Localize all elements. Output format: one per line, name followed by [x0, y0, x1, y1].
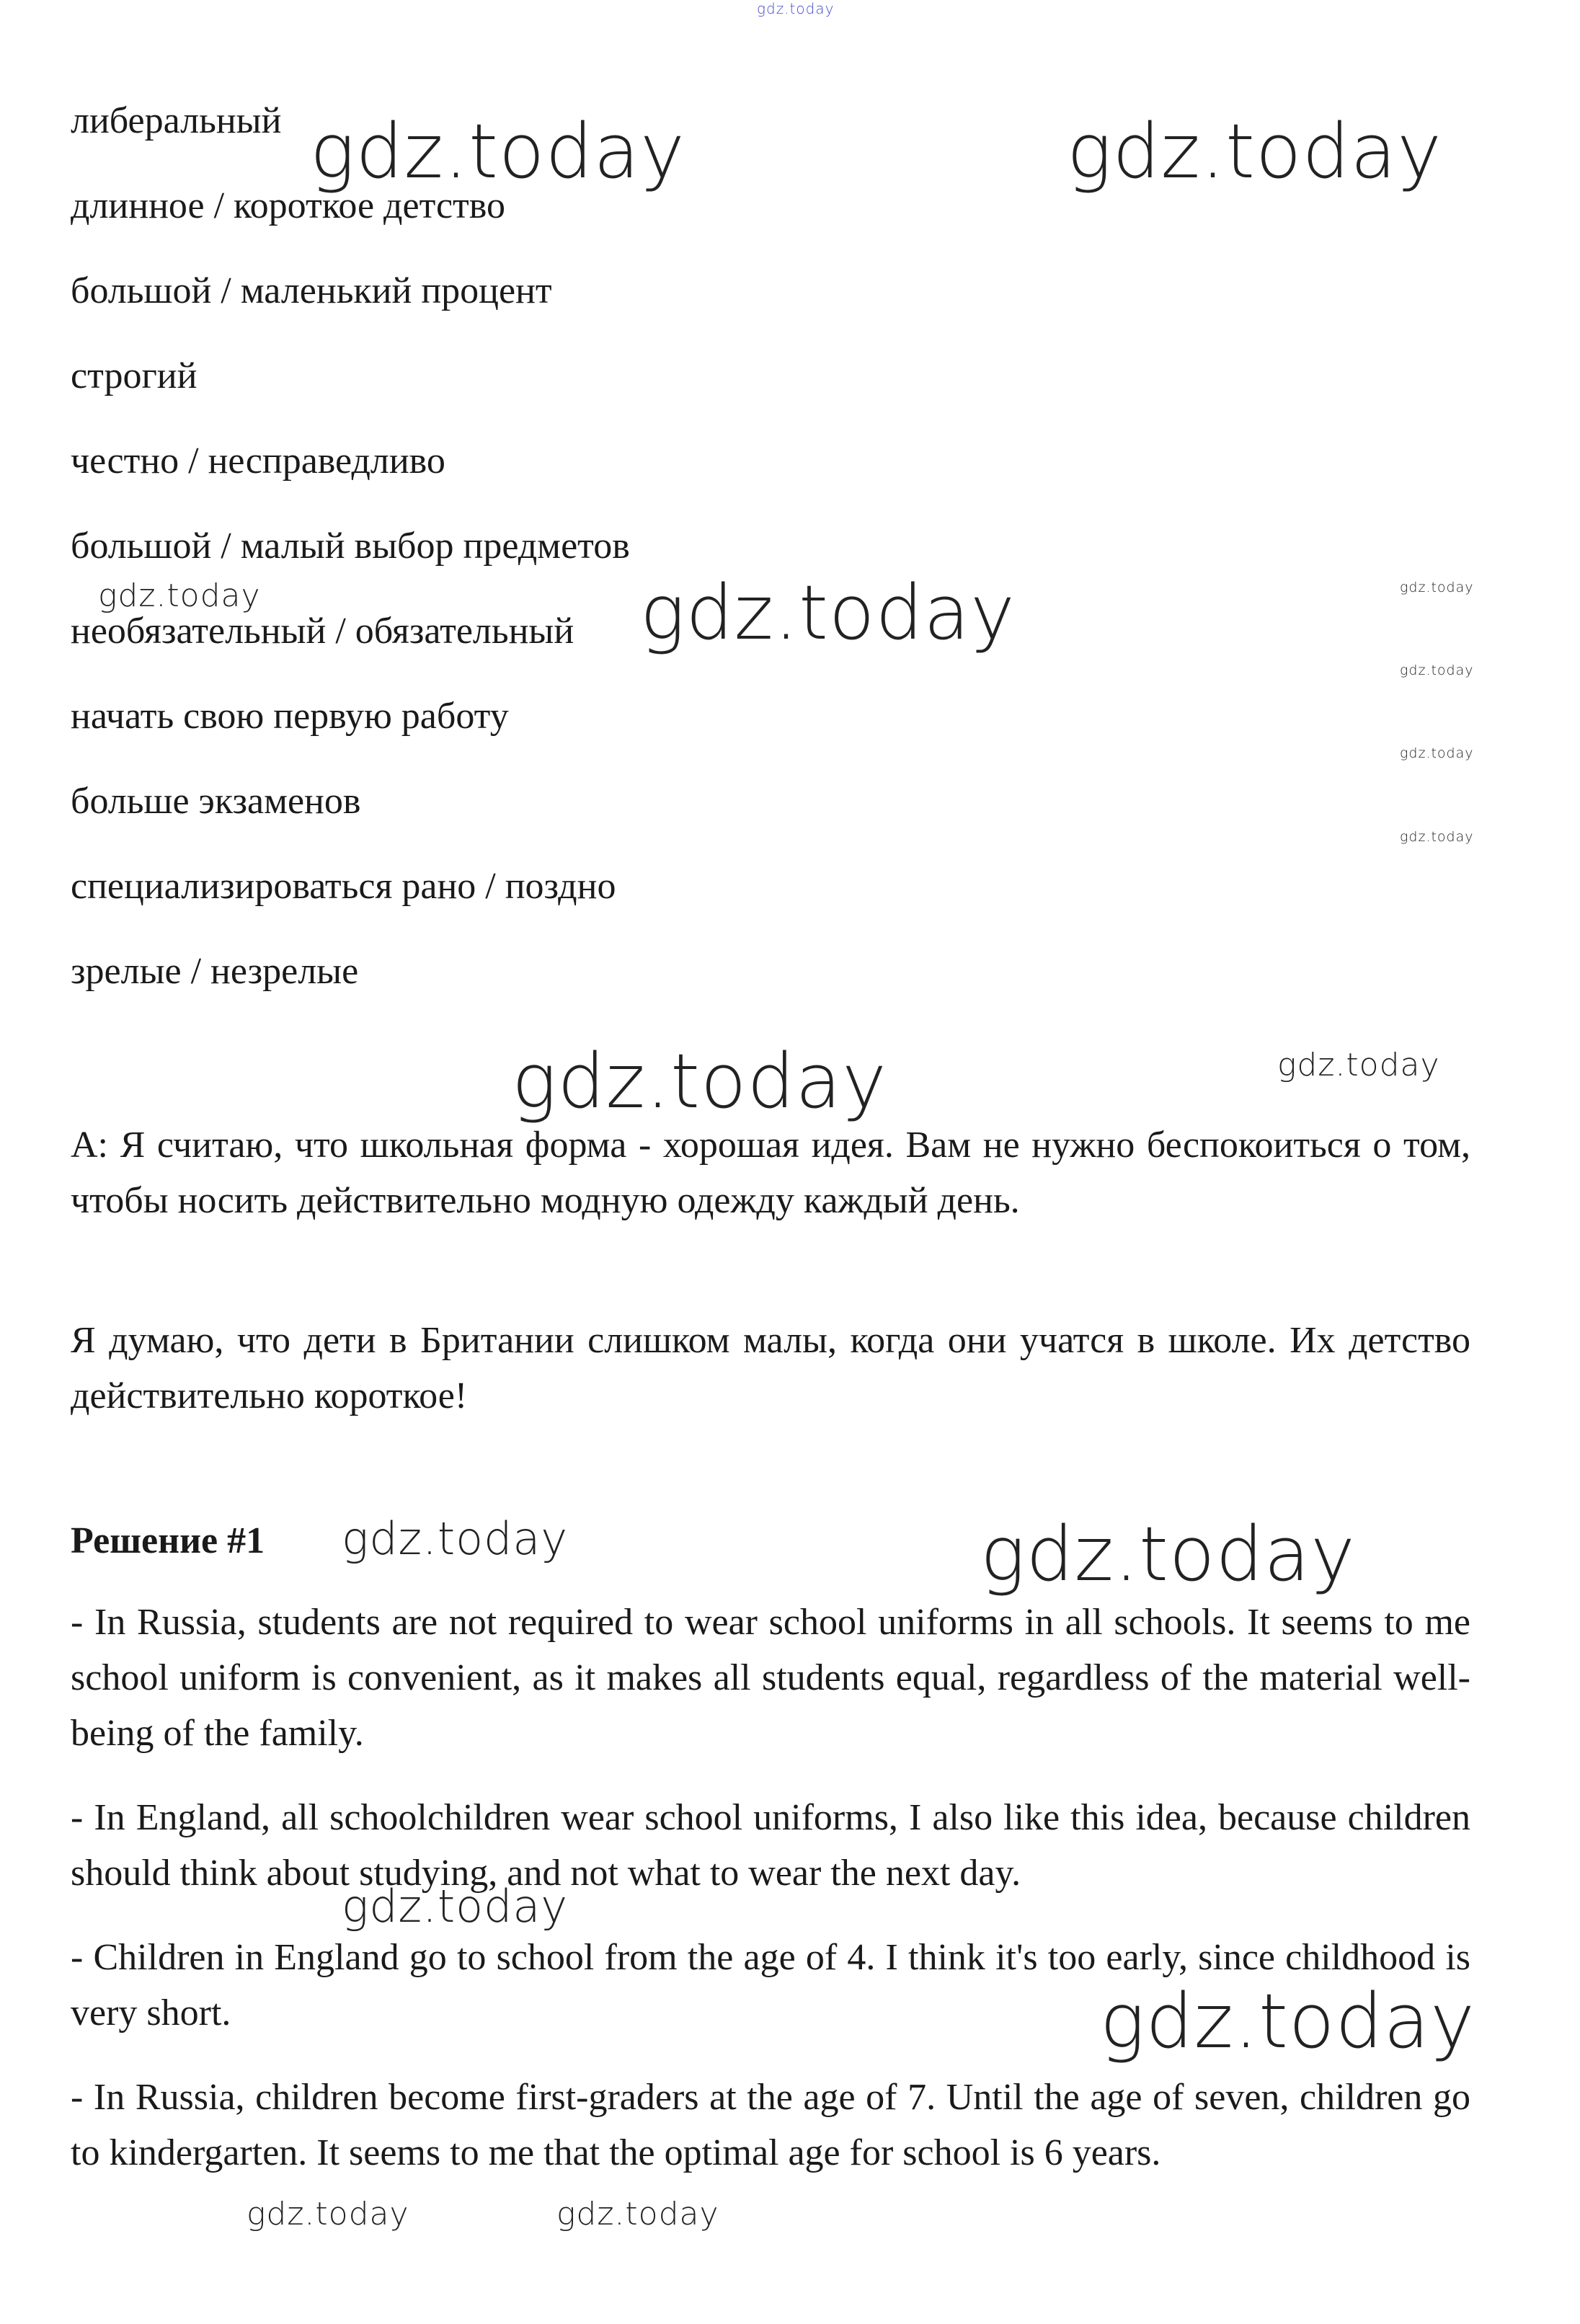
vocab-item: больше экзаменов: [71, 781, 361, 822]
watermark: gdz.today: [98, 577, 261, 614]
dialogue-paragraph: Я думаю, что дети в Британии слишком малы, когда они учатся в школе. Их детство действительно короткое!: [71, 1320, 1470, 1416]
solution-paragraph: - In Russia, students are not required to wear school uniforms in all schools. It seems to me school uniform is convenient, as it makes all students equal, regardless of the material well-being of the family.: [71, 1602, 1470, 1754]
vocab-item: зрелые / незрелые: [71, 951, 359, 992]
vocab-item: либеральный: [71, 100, 282, 141]
solution-paragraph: - In Russia, children become first-graders at the age of 7. Until the age of seven, children go to kindergarten. It seems to me that the optimal age for school is 6 years.: [71, 2077, 1470, 2173]
vocab-item: большой / малый выбор предметов: [71, 525, 630, 567]
solution-paragraph: - Children in England go to school from the age of 4. I think it's too early, since childhood is very short.: [71, 1937, 1470, 2034]
vocab-item: необязательный / обязательный: [71, 611, 574, 652]
watermark: gdz.today: [342, 1880, 569, 1933]
watermark: gdz.today: [1100, 1977, 1475, 2065]
vocab-item: начать свою первую работу: [71, 696, 509, 737]
vocab-item: большой / маленький процент: [71, 270, 552, 311]
watermark: gdz.today: [1400, 580, 1474, 595]
vocab-item: специализироваться рано / поздно: [71, 866, 616, 907]
watermark: gdz.today: [247, 2196, 409, 2232]
vocab-item: честно / несправедливо: [71, 440, 445, 482]
watermark: gdz.today: [1067, 107, 1442, 195]
watermark: gdz.today: [342, 1512, 569, 1565]
watermark: gdz.today: [1277, 1047, 1440, 1083]
watermark: gdz.today: [556, 2196, 719, 2232]
watermark: gdz.today: [980, 1510, 1356, 1598]
watermark: gdz.today: [310, 107, 685, 195]
solution-paragraph: - In England, all schoolchildren wear school uniforms, I also like this idea, because children should think about studying, and not what to wear the next day.: [71, 1797, 1470, 1894]
solution-heading: Решение #1: [71, 1520, 265, 1561]
watermark: gdz.today: [640, 569, 1016, 657]
watermark-top: gdz.today: [757, 0, 835, 17]
watermark: gdz.today: [1400, 662, 1474, 678]
watermark: gdz.today: [1400, 829, 1474, 845]
vocab-item: строгий: [71, 355, 198, 396]
watermark: gdz.today: [512, 1037, 887, 1125]
watermark: gdz.today: [1400, 745, 1474, 761]
vocab-item: длинное / короткое детство: [71, 185, 505, 226]
dialogue-paragraph: А: Я считаю, что школьная форма - хорошая идея. Вам не нужно беспокоиться о том, чтобы носить действительно модную одежду каждый день.: [71, 1125, 1470, 1221]
